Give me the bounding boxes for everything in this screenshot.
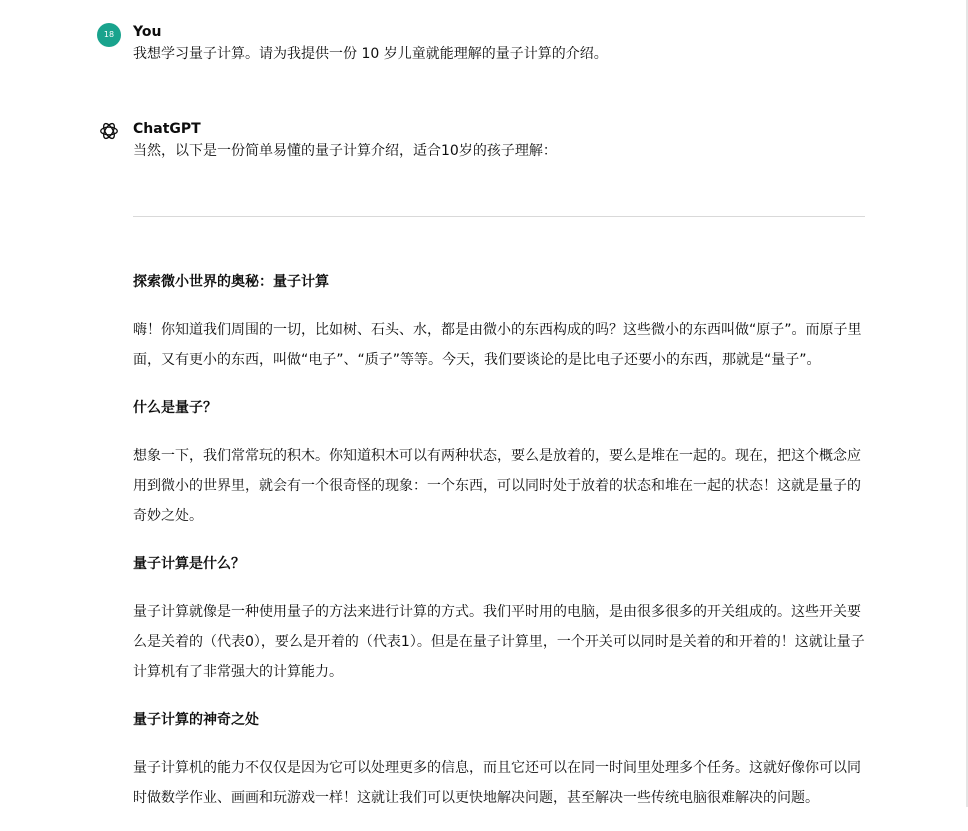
user-avatar: 18 bbox=[97, 23, 121, 47]
section-paragraph: 想象一下，我们常常玩的积木。你知道积木可以有两种状态，要么是放着的，要么是堆在一起的。现在，把这个概念应用到微小的世界里，就会有一个很奇怪的现象：一个东西，可以同时处于放着的状态和堆在一起的状态！这就是量子的奇妙之处。 bbox=[133, 448, 861, 524]
assistant-author-name: ChatGPT bbox=[133, 121, 201, 137]
section-heading: 什么是量子？ bbox=[133, 400, 217, 416]
section-heading: 量子计算是什么？ bbox=[133, 556, 245, 572]
section-heading: 量子计算的神奇之处 bbox=[133, 712, 259, 728]
section-paragraph: 量子计算就像是一种使用量子的方法来进行计算的方式。我们平时用的电脑，是由很多很多的开关组成的。这些开关要么是关着的（代表0），要么是开着的（代表1）。但是在量子计算里，一个开关可以同时是关着的和开着的！这就让量子计算机有了非常强大的计算能力。 bbox=[133, 604, 865, 680]
user-message-text: 我想学习量子计算。请为我提供一份 10 岁儿童就能理解的量子计算的介绍。 bbox=[133, 46, 608, 62]
section-paragraph: 量子计算机的能力不仅仅是因为它可以处理更多的信息，而且它还可以在同一时间里处理多个任务。这就好像你可以同时做数学作业、画画和玩游戏一样！这就让我们可以更快地解决问题，甚至解决一些传统电脑很难解决的问题。 bbox=[133, 760, 861, 806]
openai-logo-icon bbox=[98, 120, 120, 142]
assistant-intro-text: 当然，以下是一份简单易懂的量子计算介绍，适合10岁的孩子理解： bbox=[133, 143, 557, 159]
section-paragraph: 嗨！你知道我们周围的一切，比如树、石头、水，都是由微小的东西构成的吗？这些微小的东西叫做“原子”。而原子里面，又有更小的东西，叫做“电子”、“质子”等等。今天，我们要谈论的是比电子还要小的东西，那就是“量子”。 bbox=[133, 322, 862, 368]
assistant-answer-body bbox=[133, 216, 865, 831]
section-heading: 探索微小世界的奥秘：量子计算 bbox=[133, 274, 329, 290]
user-author-name: You bbox=[133, 24, 162, 40]
divider bbox=[133, 216, 865, 217]
